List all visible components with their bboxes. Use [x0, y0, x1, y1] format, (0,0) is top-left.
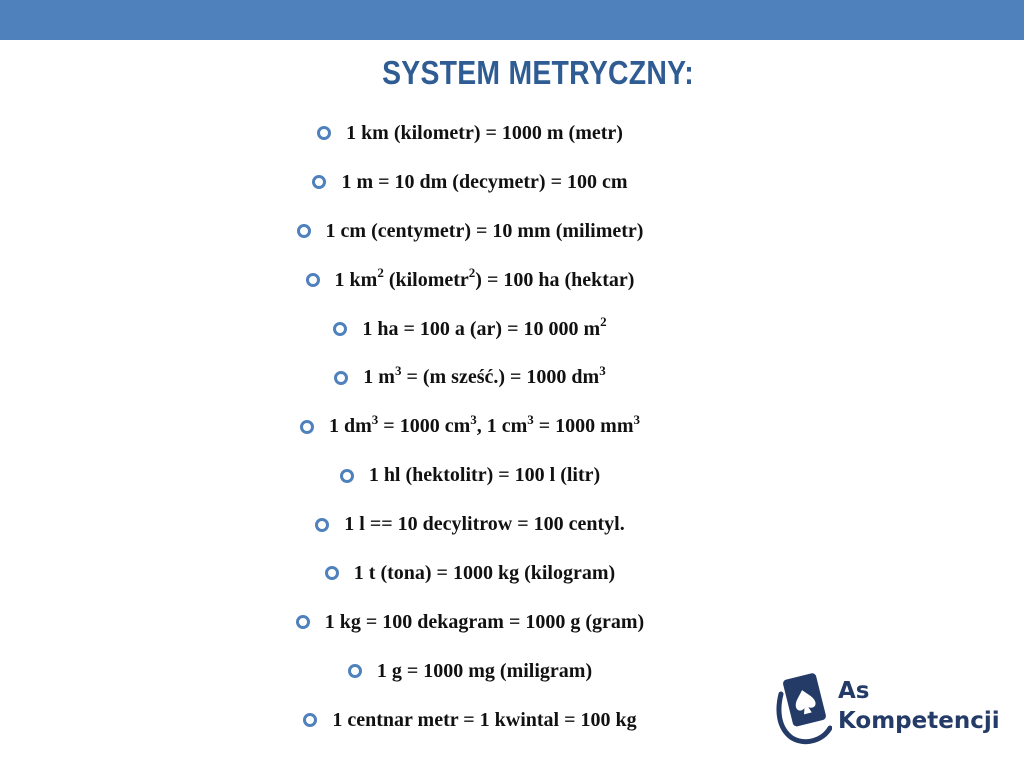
superscript: 3 [394, 362, 402, 378]
list-item-text [326, 220, 644, 243]
text-run: (kilometr [383, 268, 469, 291]
bullet-circle-icon [334, 371, 348, 385]
conversion-list [0, 109, 940, 745]
text-run: 1 dm [329, 415, 372, 438]
list-item-text [369, 464, 600, 487]
list-item [0, 207, 940, 256]
list-item-text [325, 611, 644, 634]
list-item-text [362, 313, 607, 341]
text-run: 1 hl (hektolitr) = 100 l (litr) [368, 464, 601, 487]
logo-line-as: As [838, 678, 870, 704]
bullet-circle-icon [303, 713, 317, 727]
text-run: 1 centnar metr = 1 kwintal = 100 kg [332, 708, 637, 731]
text-run: 1 ha = 100 a (ar) = 10 000 m [362, 317, 601, 340]
list-item [0, 549, 940, 598]
superscript: 3 [470, 411, 477, 427]
bullet-circle-icon [297, 224, 311, 238]
list-item-text [363, 362, 606, 389]
superscript: 3 [633, 411, 640, 427]
superscript: 2 [468, 264, 476, 280]
list-item-text [341, 171, 627, 194]
text-run: 1 kg = 100 dekagram = 1000 g (gram) [324, 610, 645, 633]
list-item [0, 305, 940, 354]
superscript: 3 [599, 362, 606, 378]
list-item-text [377, 660, 592, 683]
bullet-circle-icon [315, 518, 329, 532]
list-item [0, 402, 940, 451]
list-item-text [329, 411, 640, 438]
list-item [0, 256, 940, 305]
bullet-circle-icon [340, 469, 354, 483]
list-item-text [334, 264, 635, 292]
bullet-circle-icon [348, 664, 362, 678]
list-item [0, 598, 940, 647]
text-run: = (m sześć.) = 1000 dm [401, 366, 600, 389]
top-accent-bar [0, 0, 1024, 40]
list-item [0, 109, 940, 158]
list-item [0, 353, 940, 402]
list-item-text [344, 513, 624, 536]
text-run: 1 km (kilometr) = 1000 m (metr) [346, 121, 623, 144]
superscript: 2 [377, 264, 384, 280]
list-item-text [346, 122, 623, 145]
bullet-circle-icon [325, 566, 339, 580]
logo-line-kompetencji: Kompetencji [838, 708, 1000, 734]
bullet-circle-icon [317, 126, 331, 140]
list-item-text [332, 709, 636, 732]
list-item [0, 451, 940, 500]
text-run: 1 m = 10 dm (decymetr) = 100 cm [341, 170, 628, 193]
bullet-circle-icon [306, 273, 320, 287]
text-run: 1 t (tona) = 1000 kg (kilogram) [353, 561, 616, 584]
list-item [0, 500, 940, 549]
superscript: 3 [527, 411, 534, 427]
bullet-circle-icon [300, 420, 314, 434]
text-run: 1 g = 1000 mg (miligram) [376, 659, 593, 682]
text-run: 1 l == 10 decylitrow = 100 centyl. [344, 513, 625, 536]
list-item [0, 158, 940, 207]
slide-title: SYSTEM METRYCZNY: [382, 54, 694, 91]
superscript: 3 [371, 411, 379, 427]
text-run: = 1000 cm [378, 415, 471, 438]
superscript: 2 [600, 313, 607, 329]
text-run: , 1 cm [476, 415, 528, 438]
bullet-circle-icon [333, 322, 347, 336]
bullet-circle-icon [312, 175, 326, 189]
list-item-text [354, 562, 615, 585]
text-run: 1 km [334, 268, 378, 291]
text-run: 1 cm (centymetr) = 10 mm (milimetr) [325, 219, 644, 242]
brand-logo[interactable] [768, 670, 998, 750]
text-run: 1 m [363, 366, 395, 389]
logo-wordmark [838, 676, 1000, 736]
bullet-circle-icon [296, 615, 310, 629]
text-run: ) = 100 ha (hektar) [475, 268, 635, 291]
text-run: = 1000 mm [533, 415, 634, 438]
spade-card-icon [768, 670, 832, 746]
